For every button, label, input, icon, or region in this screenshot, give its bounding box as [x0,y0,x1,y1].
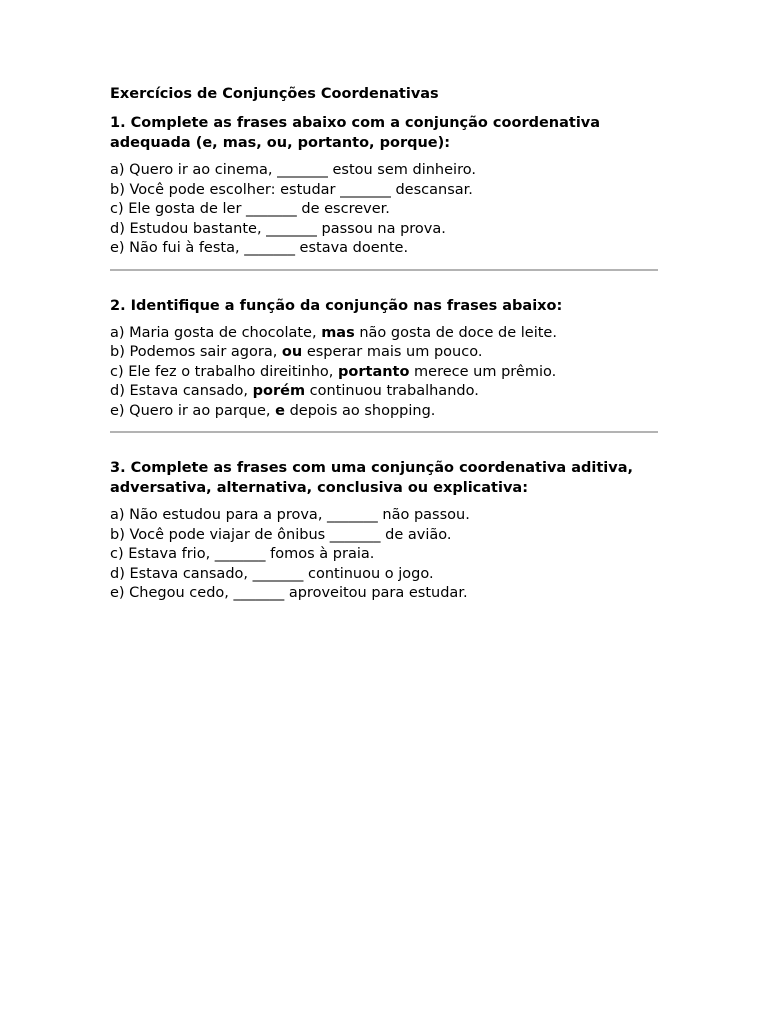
exercise-section-3 [110,458,658,604]
conjunction-highlight: mas [321,324,355,341]
conjunction-highlight: porém [252,383,306,399]
conjunction-highlight: ou [281,344,303,360]
list-item: b) Você pode escolher: estudar _______ descansar. [110,181,473,198]
list-item: b) Você pode viajar de ônibus _______ de avião. [110,526,452,543]
section-1-heading: 1. Complete as frases abaixo com a conjunção coordenativa adequada (e, mas, ou, portanto, porque): [110,115,601,151]
section-divider [110,431,658,433]
list-item: a) Maria gosta de chocolate, mas não gosta de doce de leite. [110,324,557,341]
exercise-section-1 [110,113,658,259]
conjunction-highlight: portanto [338,363,410,380]
section-2-heading: 2. Identifique a função da conjunção nas frases abaixo: [110,297,563,314]
section-2-items [110,324,658,422]
list-item: e) Chegou cedo, _______ aproveitou para estudar. [110,585,468,601]
document-page [110,84,658,604]
section-3-heading: 3. Complete as frases com uma conjunção coordenativa aditiva, adversativa, alternativa, conclusiva ou explicativa: [110,460,634,496]
list-item: c) Ele gosta de ler _______ de escrever. [110,201,390,217]
list-item: a) Quero ir ao cinema, _______ estou sem dinheiro. [110,162,476,178]
list-item: e) Não fui à festa, _______ estava doente. [110,240,409,256]
document-title: Exercícios de Conjunções Coordenativas [110,86,439,102]
list-item: e) Quero ir ao parque, e depois ao shopping. [110,402,436,419]
list-item: b) Podemos sair agora, ou esperar mais um pouco. [110,344,483,360]
list-item: d) Estudou bastante, _______ passou na prova. [110,220,446,237]
section-3-items [110,506,658,604]
list-item: d) Estava cansado, porém continuou trabalhando. [110,383,479,399]
list-item: a) Não estudou para a prova, _______ não passou. [110,507,470,523]
section-1-items [110,161,658,259]
section-divider [110,269,658,271]
list-item: d) Estava cansado, _______ continuou o jogo. [110,565,434,582]
list-item: c) Estava frio, _______ fomos à praia. [110,546,375,562]
conjunction-highlight: e [275,402,285,419]
list-item: c) Ele fez o trabalho direitinho, portanto merece um prêmio. [110,363,557,380]
exercise-section-2 [110,296,658,422]
